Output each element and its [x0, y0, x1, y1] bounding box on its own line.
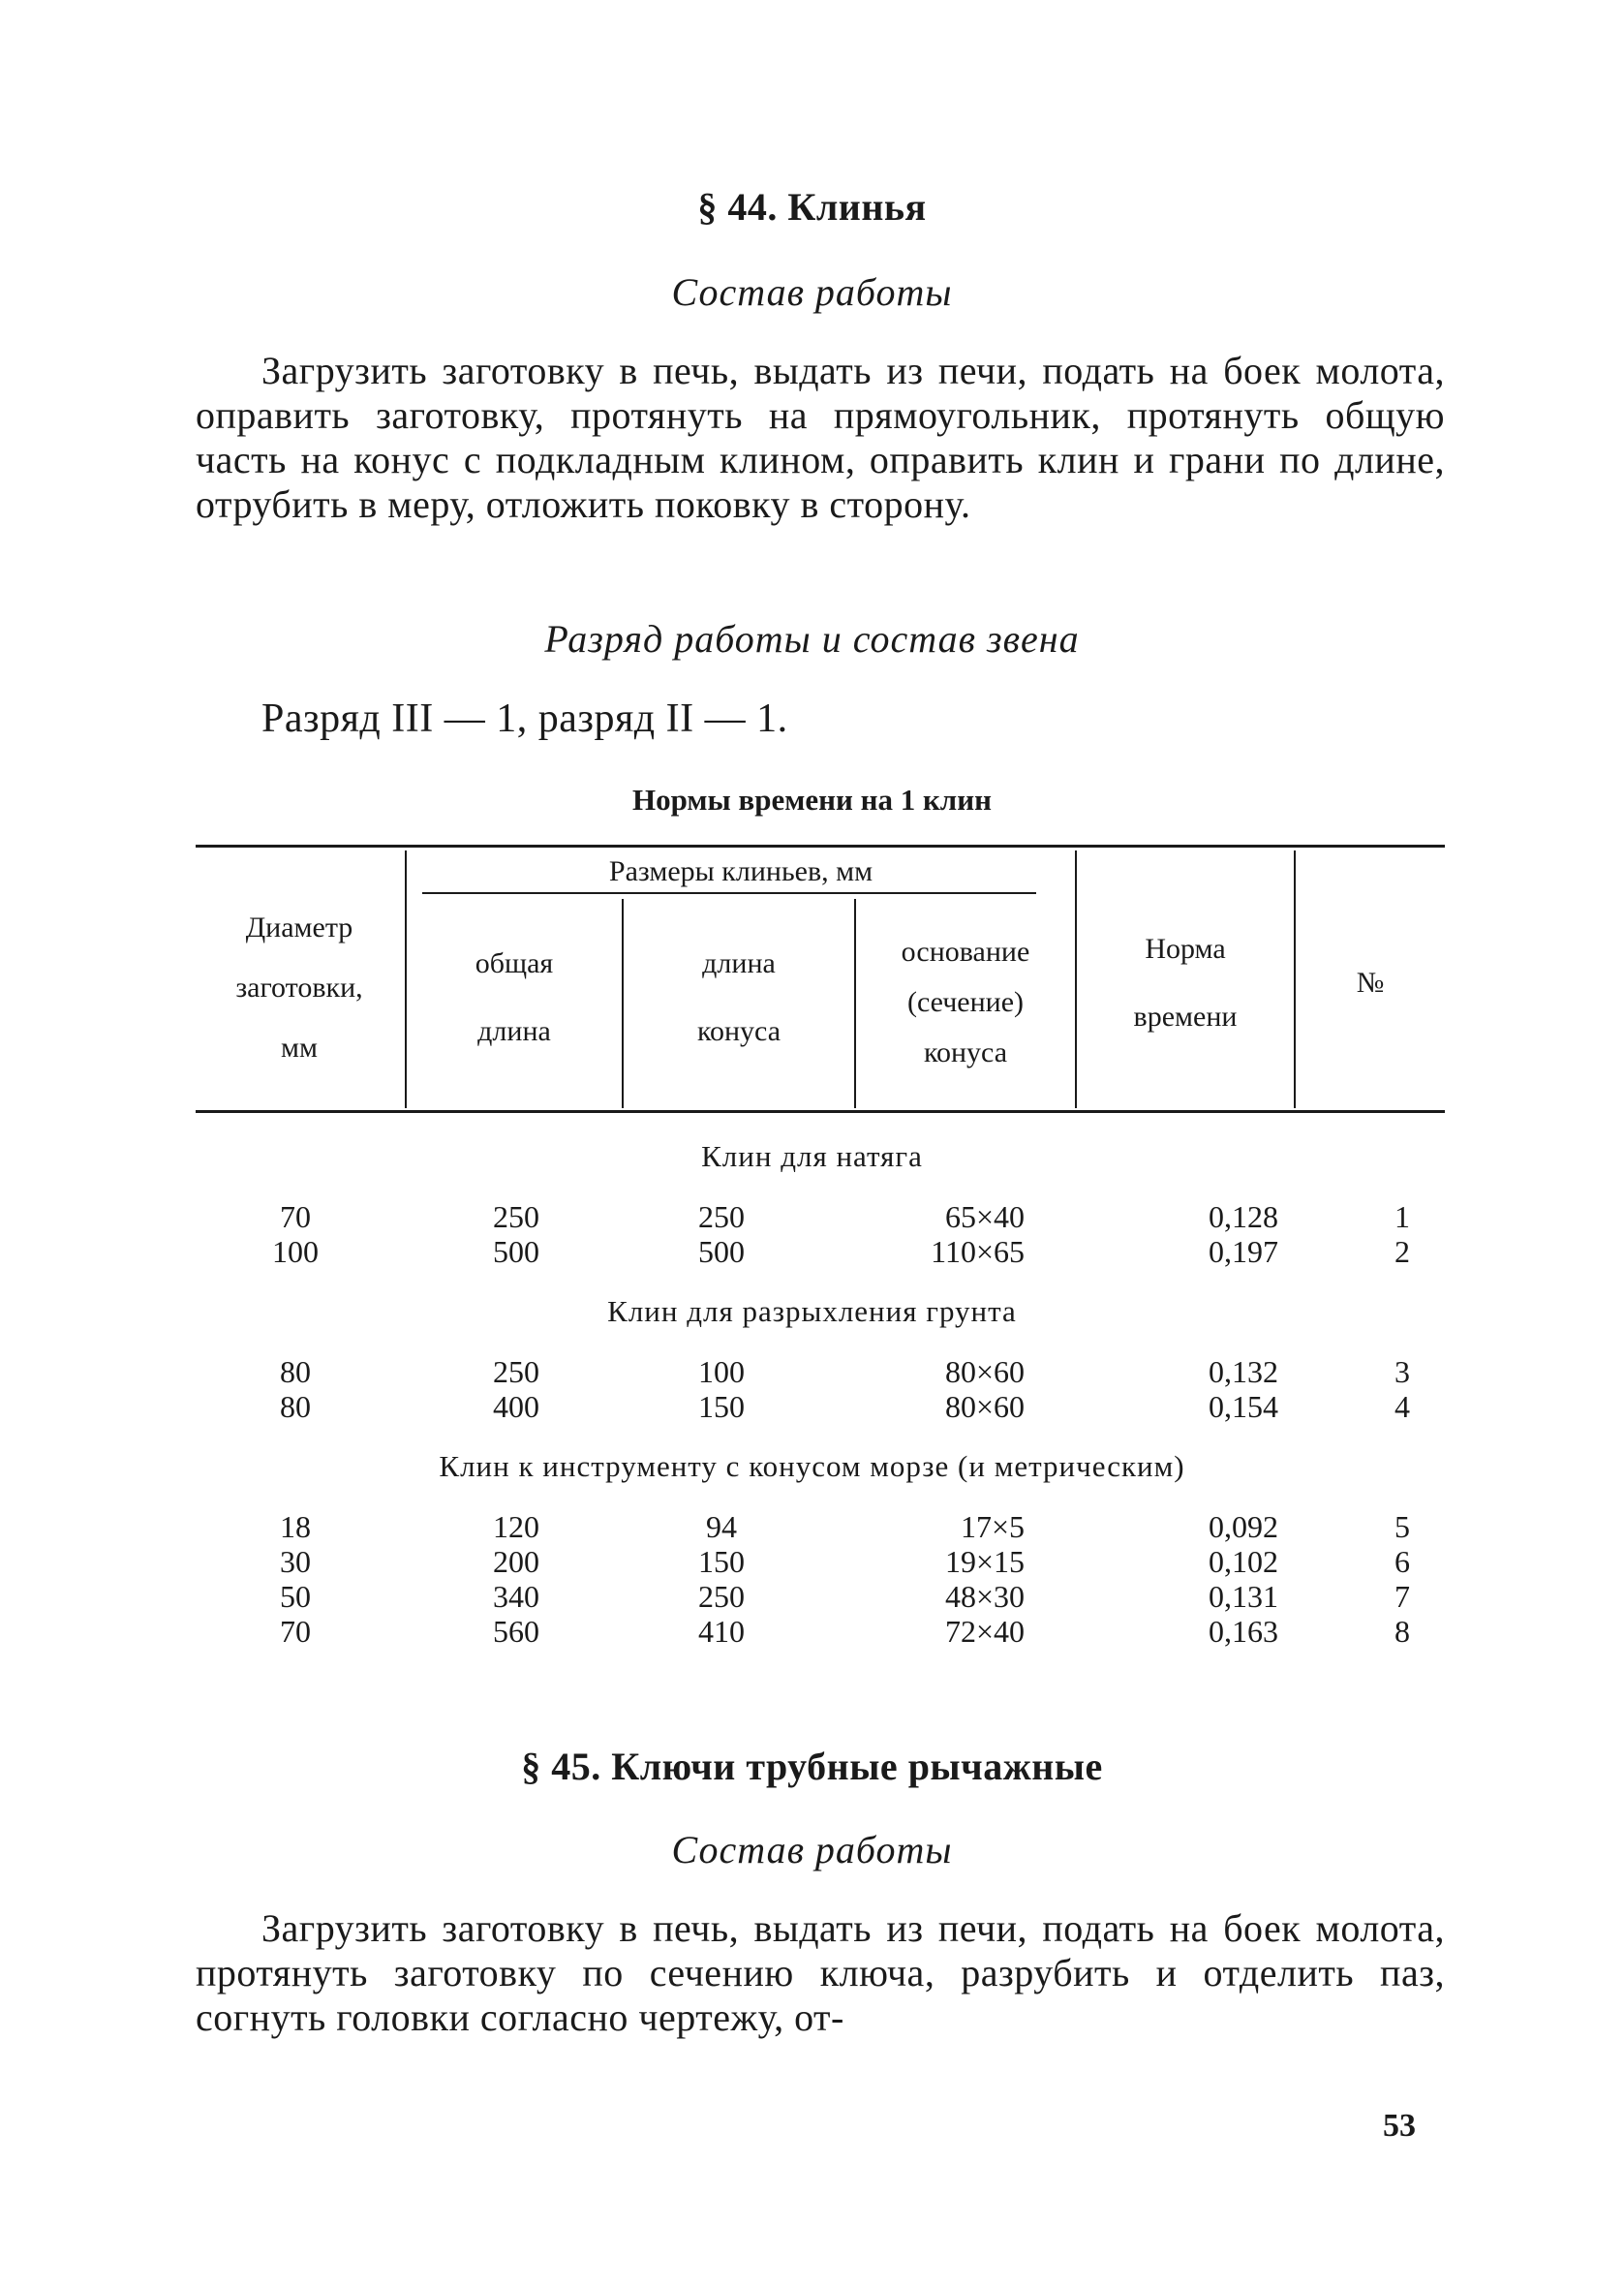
- cell-norm: 0,163: [1209, 1614, 1278, 1649]
- header-cone-base: [856, 920, 1075, 1085]
- cell-number: 7: [1394, 1579, 1410, 1614]
- header-cone-length-line2: конуса: [696, 1015, 781, 1047]
- cell-cone-length: 150: [698, 1389, 745, 1424]
- cell-number: 5: [1394, 1509, 1410, 1544]
- cell-number: 6: [1394, 1544, 1410, 1579]
- section-44-rank-heading: Разряд работы и состав звена: [544, 617, 1080, 661]
- header-norm-line1: Норма: [1145, 933, 1226, 965]
- cell-cone-length: 250: [698, 1199, 745, 1234]
- header-cone-base-line2: (сечение): [906, 986, 1025, 1018]
- header-sizes-group: Размеры клиньев, мм: [608, 855, 873, 887]
- header-cone-base-line3: конуса: [923, 1036, 1008, 1068]
- cell-total-length: 560: [493, 1614, 539, 1649]
- header-diameter-line1: Диаметр: [245, 912, 353, 943]
- cell-diameter: 30: [280, 1544, 311, 1579]
- cell-total-length: 400: [493, 1389, 539, 1424]
- section-45-work-text: Загрузить заготовку в печь, выдать из печи, подать на боек молота, протянуть заготовку по сечению ключа, разрубить и отделить паз, согнуть головки согласно чертежу, от-: [196, 1906, 1445, 2039]
- header-total-length-line2: длина: [477, 1015, 551, 1047]
- cell-norm: 0,128: [1209, 1199, 1278, 1234]
- cell-base: 17×5: [960, 1509, 1025, 1544]
- cell-diameter: 70: [280, 1199, 311, 1234]
- cell-cone-length: 500: [698, 1234, 745, 1269]
- cell-number: 2: [1394, 1234, 1410, 1269]
- header-total-length: [407, 930, 622, 1066]
- header-number: №: [1356, 967, 1385, 999]
- group-label: Клин для разрыхления грунта: [607, 1294, 1017, 1328]
- cell-norm: 0,132: [1209, 1354, 1278, 1389]
- cell-total-length: 200: [493, 1544, 539, 1579]
- header-diameter: [196, 891, 403, 1085]
- cell-cone-length: 150: [698, 1544, 745, 1579]
- cell-total-length: 120: [493, 1509, 539, 1544]
- cell-norm: 0,131: [1209, 1579, 1278, 1614]
- section-44-work-paragraph: [196, 349, 1445, 527]
- cell-cone-length: 250: [698, 1579, 745, 1614]
- header-cone-base-line1: основание: [901, 936, 1030, 968]
- cell-cone-length: 410: [698, 1614, 745, 1649]
- cell-diameter: 18: [280, 1509, 311, 1544]
- cell-base: 80×60: [944, 1354, 1025, 1389]
- cell-number: 8: [1394, 1614, 1410, 1649]
- section-44-rank-text: Разряд III — 1, разряд II — 1.: [261, 696, 788, 741]
- section-45-work-heading: Состав работы: [671, 1828, 953, 1871]
- group-header-rule: [422, 892, 1036, 894]
- cell-total-length: 250: [493, 1199, 539, 1234]
- section-44-work-heading: Состав работы: [671, 270, 953, 314]
- section-44-work-text: Загрузить заготовку в печь, выдать из печи, подать на боек молота, оправить заготовку, протянуть на прямоугольник, протянуть общую часть на конус с подкладным клином, оправить клин и грани по длине, отрубить в меру, отложить поковку в сторону.: [196, 349, 1445, 526]
- section-44-title: § 44. Клинья: [697, 185, 927, 229]
- cell-cone-length: 100: [698, 1354, 745, 1389]
- cell-number: 4: [1394, 1389, 1410, 1424]
- section-45-title: § 45. Ключи трубные рычажные: [521, 1745, 1103, 1788]
- section-45-work-paragraph: [196, 1906, 1445, 2040]
- cell-base: 72×40: [944, 1614, 1025, 1649]
- cell-base: 80×60: [944, 1389, 1025, 1424]
- table-header-rule: [196, 1110, 1445, 1113]
- header-total-length-line1: общая: [475, 947, 554, 979]
- table-top-rule: [196, 845, 1445, 848]
- cell-total-length: 500: [493, 1234, 539, 1269]
- table-title: Нормы времени на 1 клин: [632, 783, 992, 817]
- header-norm-line2: времени: [1133, 1001, 1238, 1033]
- header-cone-length-line1: длина: [702, 947, 776, 979]
- header-diameter-line3: мм: [281, 1032, 318, 1064]
- cell-total-length: 340: [493, 1579, 539, 1614]
- page-number: 53: [1383, 2108, 1416, 2144]
- cell-norm: 0,102: [1209, 1544, 1278, 1579]
- cell-norm: 0,154: [1209, 1389, 1278, 1424]
- cell-norm: 0,092: [1209, 1509, 1278, 1544]
- cell-total-length: 250: [493, 1354, 539, 1389]
- cell-number: 3: [1394, 1354, 1410, 1389]
- cell-diameter: 70: [280, 1614, 311, 1649]
- cell-diameter: 100: [272, 1234, 319, 1269]
- cell-base: 48×30: [944, 1579, 1025, 1614]
- cell-diameter: 80: [280, 1354, 311, 1389]
- header-norm: [1077, 911, 1294, 1056]
- cell-norm: 0,197: [1209, 1234, 1278, 1269]
- cell-base: 65×40: [944, 1199, 1025, 1234]
- group-label: Клин для натяга: [701, 1139, 923, 1173]
- cell-diameter: 80: [280, 1389, 311, 1424]
- cell-base: 110×65: [931, 1234, 1025, 1269]
- group-label: Клин к инструменту с конусом морзе (и метрическим): [439, 1449, 1185, 1483]
- cell-number: 1: [1394, 1199, 1410, 1234]
- cell-diameter: 50: [280, 1579, 311, 1614]
- header-diameter-line2: заготовки,: [235, 972, 363, 1004]
- cell-cone-length: 94: [706, 1509, 737, 1544]
- header-cone-length: [624, 930, 854, 1066]
- cell-base: 19×15: [944, 1544, 1025, 1579]
